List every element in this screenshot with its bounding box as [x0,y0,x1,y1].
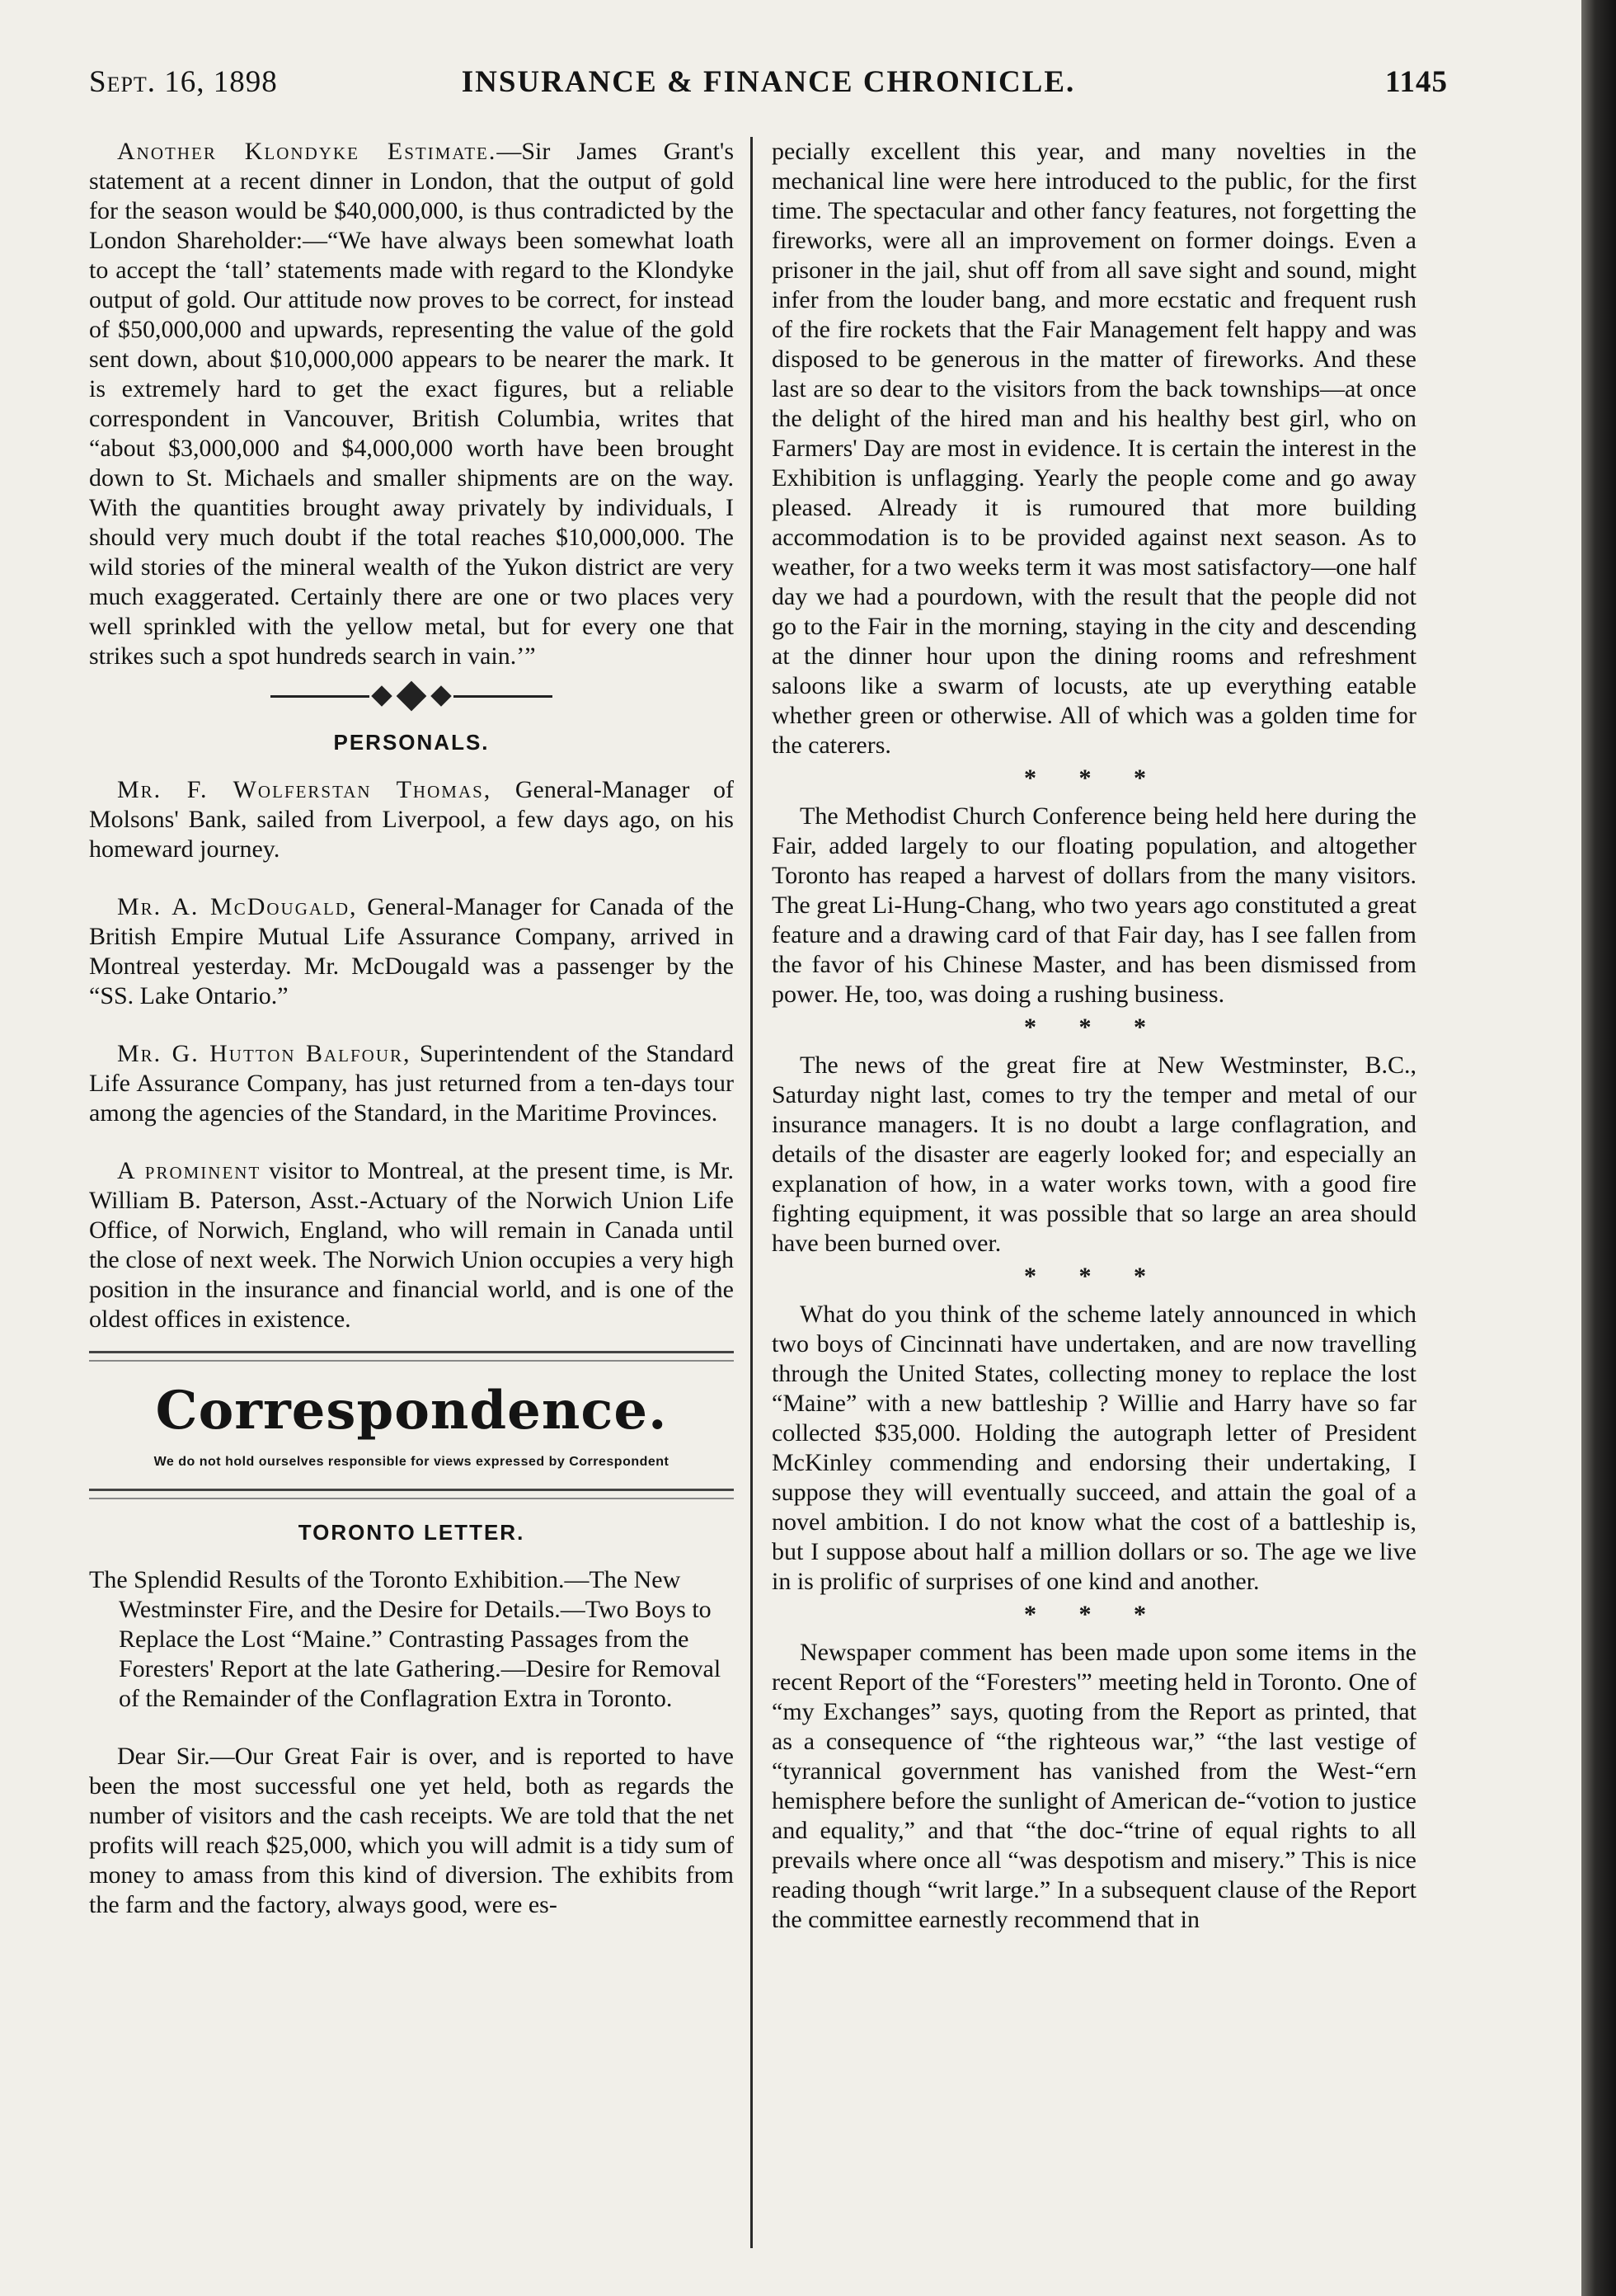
personal-item [89,892,734,1011]
section-ornament [89,671,734,721]
ornament-diamond [397,681,427,712]
toronto-letter-summary: The Splendid Results of the Toronto Exhibition.—The New Westminster Fire, and the Desire for Details.—Two Boys to Replace the Lost “Maine.” Contrasting Passages from the Foresters' Report at the late Gathering.—Desire for Removal of the Remainder of the Conflagration Extra in Toronto. [89,1566,721,1712]
ornament-bar [453,695,552,698]
personal-text: General-Manager of Molsons' Bank, sailed from Liverpool, a few days ago, on his homeward journey. [89,776,734,863]
left-column [89,137,734,1920]
letter-paragraph: pecially excellent this year, and many novelties in the mechanical line were here introduced to the public, for the first time. The spectacular and other fancy features, not forgetting the fireworks, were all an improvement on former doings. Even a prisoner in the jail, shut off from all save sight and sound, might infer from the louder bang, and more ecstatic and frequent rush of the fire rockets that the Fair Management felt happy and was disposed to be generous in the matter of fireworks. And these last are so dear to the visitors from the back townships—at once the delight of the hired man and his healthy best girl, who on Farmers' Day are most in evidence. It is certain the interest in the Exhibition is unflagging. Yearly the people come and go away pleased. Already it is rumoured that more building accommodation is to be provided against next season. As to weather, for a two weeks term it was most satisfactory—one half day we had a pourdown, with the result that the people did not go to the Fair in the morning, staying in the city and descending at the dinner hour upon the dining rooms and refreshment saloons like a swarm of locusts, ate up everything eatable whether green or otherwise. All of which was a golden time for the caterers. [772,138,1416,759]
klondyke-article [89,137,734,671]
personal-lead: Mr. A. McDougald, [117,893,358,920]
personal-text: visitor to Montreal, at the present time, is Mr. William B. Paterson, Asst.-Actuary of the Norwich Union Life Office, of Norwich, England, who will remain in Canada until the close of next week. The Norwich Union occupies a very high position in the insurance and financial world, and is one of the oldest offices in existence. [89,1157,734,1333]
personal-lead: Mr. F. Wolferstan Thomas, [117,776,492,803]
issue-date: Sept. 16, 1898 [89,65,278,99]
personal-lead: A prominent [117,1157,261,1184]
klondyke-text: —Sir James Grant's statement at a recent dinner in London, that the output of gold for the season would be $40,000,000, is thus contradicted by the London Shareholder:—“We have always been somewhat loath to accept the ‘tall’ statements made with regard to the Klondyke output of gold. Our attitude now proves to be correct, for instead of $50,000,000 and upwards, representing the value of the gold sent down, about $10,000,000 appears to be nearer the mark. It is extremely hard to get the exact figures, but a reliable correspondent in Vancouver, British Columbia, writes that “about $3,000,000 and $4,000,000 worth have been brought down to St. Michaels and smaller shipments are on the way. With the quantities brought away privately by individuals, I should very much doubt if the total reaches $10,000,000. The wild stories of the mineral wealth of the Yukon district are very much exaggerated. Certainly there are one or two places very well sprinkled with the yellow metal, but for every one that strikes such a spot hundreds search in vain.’” [89,138,734,670]
personal-text: Superintendent of the Standard Life Assurance Company, has just returned from a ten-days tour among the agencies of the Standard, in the Maritime Provinces. [89,1040,734,1127]
letter-paragraph: The news of the great fire at New Westminster, B.C., Saturday night last, comes to try the temper and metal of our insurance managers. It is no doubt a large conflagration, and details of the disaster are eagerly looked for; and especially an explanation of how, in a water works town, with a good fire fighting equipment, it was possible that so large an area should have been burned over. [772,1052,1416,1257]
correspondence-disclaimer: We do not hold ourselves responsible for views expressed by Correspondent [153,1455,669,1469]
correspondence-title: Correspondence. [155,1380,668,1442]
ornament-bar [270,695,369,698]
page-number: 1145 [1385,65,1448,99]
letter-paragraph: What do you think of the scheme lately announced in which two boys of Cincinnati have undertaken, and are now travelling through the United States, collecting money to replace the lost “Maine” with a new battleship ? Willie and Harry have so far collected $35,000. Holding the autograph letter of President McKinley commending and endorsing their undertaking, I suppose they will eventually succeed, and attain the goal of a novel ambition. I do not know what the cost of a battleship is, but I suppose about half a million dollars or so. The age we live in is prolific of surprises of one kind and another. [772,1301,1416,1595]
section-divider [89,1351,734,1362]
klondyke-lead: Another Klondyke Estimate. [117,138,497,165]
personal-item [89,1156,734,1334]
column-divider [750,137,753,2248]
personal-item [89,775,734,864]
toronto-letter-opening: Dear Sir.—Our Great Fair is over, and is reported to have been the most successful one yet held, both as regards the number of visitors and the cash receipts. We are told that the net profits will reach $25,000, which you will admit is a tidy sum of money to amass from this kind of diversion. The exhibits from the farm and the factory, always good, were es- [89,1743,734,1918]
letter-paragraph: The Methodist Church Conference being held here during the Fair, added largely to our floating population, and altogether Toronto has reaped a harvest of dollars from the many visitors. The great Li-Hung-Chang, who two years ago constituted a great feature and a drawing card of that Fair day, has I see fallen from the favor of his Chinese Master, and has been dismissed from power. He, too, was doing a rushing business. [772,802,1416,1008]
ornament-diamond [371,685,392,706]
publication-title: INSURANCE & FINANCE CHRONICLE. [461,65,1076,99]
personal-lead: Mr. G. Hutton Balfour, [117,1040,411,1067]
section-stars: * * * [1024,1014,1164,1041]
section-stars: * * * [1024,1601,1164,1628]
right-column [772,137,1416,1935]
section-stars: * * * [1024,765,1164,792]
personals-heading: PERSONALS. [333,730,490,755]
ornament-diamond [430,685,451,706]
section-divider [89,1489,734,1499]
letter-paragraph: Newspaper comment has been made upon some items in the recent Report of the “Foresters'” meeting held in Toronto. One of “my Exchanges” says, quoting from the Report as printed, that as a consequence of “the righteous war,” “the last vestige of “tyrannical government has vanished from the West-“ern hemisphere before the sunlight of American de-“votion to justice and equality,” and that “the doc-“trine of equal rights to all prevails where once all “was despotism and misery.” This is nice reading though “writ large.” In a subsequent clause of the Report the committee earnestly recommend that in [772,1639,1416,1933]
personal-text: General-Manager for Canada of the British Empire Mutual Life Assurance Company, arrived in Montreal yesterday. Mr. McDougald was a passenger by the “SS. Lake Ontario.” [89,893,734,1009]
toronto-letter-heading: TORONTO LETTER. [298,1520,525,1545]
section-stars: * * * [1024,1263,1164,1290]
scan-edge [1581,0,1616,2296]
page-header [89,64,1448,111]
personal-item [89,1039,734,1128]
